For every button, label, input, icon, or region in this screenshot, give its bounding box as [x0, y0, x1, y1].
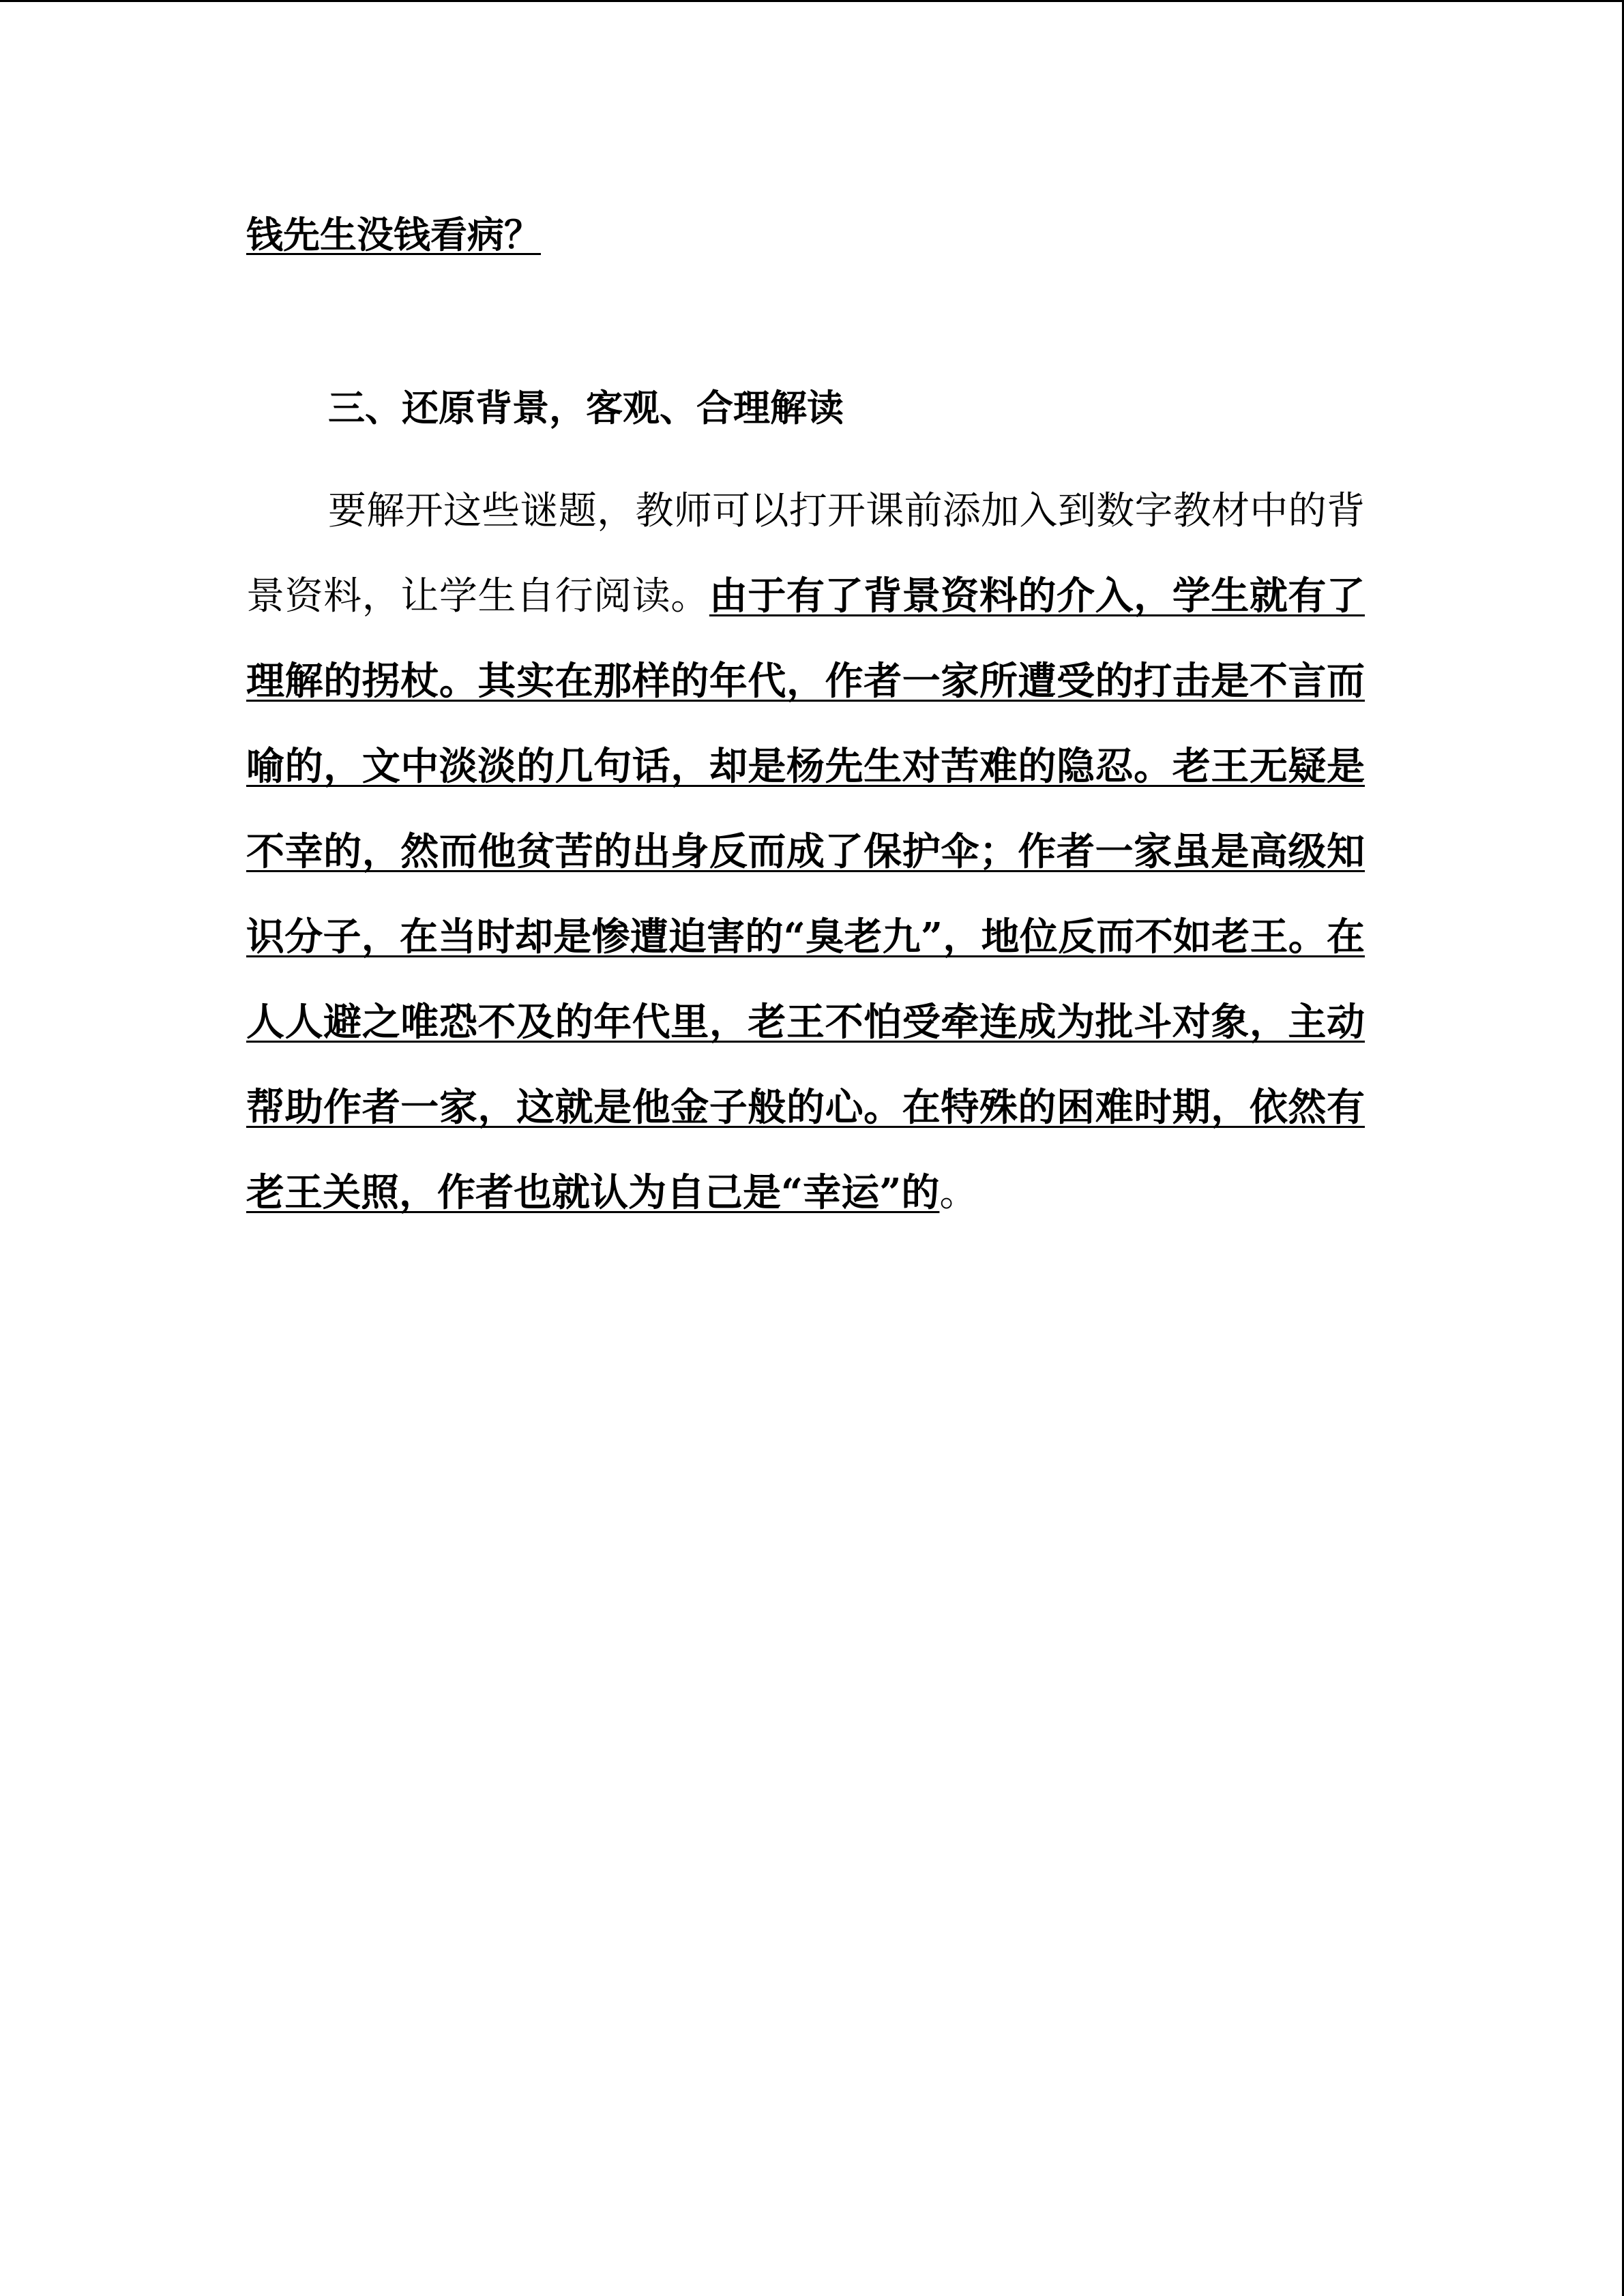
section-heading: 三、还原背景，客观、合理解读	[328, 386, 844, 430]
continuation-line: 钱先生没钱看病？	[246, 213, 541, 256]
paragraph-emphasis: 由于有了背景资料的介入，学生就有了理解的拐杖。其实在那样的年代，作者一家所遭受的打击是不言而喻的，文中淡淡的几句话，却是杨先生对苦难的隐忍。老王无疑是不幸的，然而他贫苦的出身反而成了保护伞；作者一家虽是高级知识分子，在当时却是惨遭迫害的“臭老九”，地位反而不如老王。在人人避之唯恐不及的年代里，老王不怕受牵连成为批斗对象，主动帮助作者一家，这就是他金子般的心。在特殊的困难时期，依然有老王关照，作者也就认为自己是“幸运”的	[246, 573, 1365, 1215]
body-paragraph	[246, 469, 1365, 1236]
page-top-border	[0, 0, 1624, 2]
paragraph-ending: 。	[939, 1171, 978, 1215]
paragraph-intro: 要解开这些谜题，教师可以打开课前添加入到数字教材中的背景资料，让学生自行阅读。	[246, 489, 1365, 618]
